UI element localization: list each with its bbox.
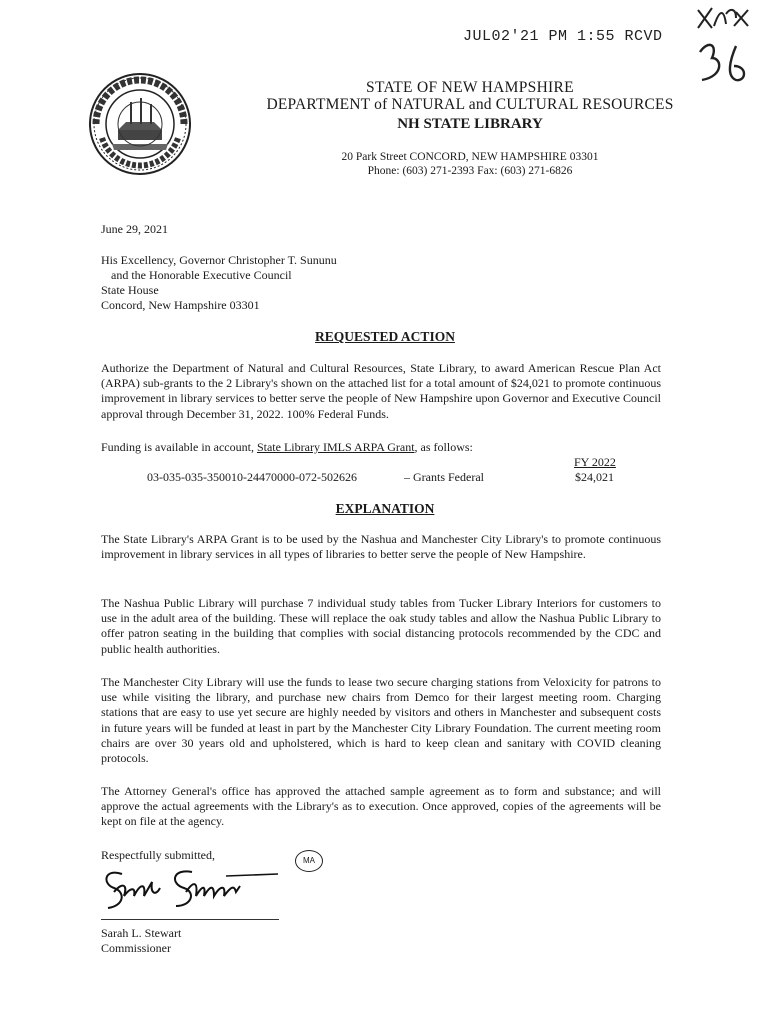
explanation-paragraph-1: The State Library's ARPA Grant is to be used by the Nashua and Manchester City Library's to promote continuous improvement in library services in all types of libraries to better serve the people of New Hampshire. [101, 532, 661, 562]
explanation-paragraph-3: The Manchester City Library will use the funds to lease two secure charging stations from Veloxicity for patrons to use while visiting the library, and purchase new chairs from Demco for their largest meeting room. Charging stations that are easy to use yet secure are highly needed by visitors and others in Manchester and subsequent costs in future years will be funded at least in part by the Manchester City Library Foundation. The current meeting room chairs are over 30 years old and upholstered, which is hard to keep clean and sanitary with COVID cleaning protocols. [101, 675, 661, 766]
header-address: 20 Park Street CONCORD, NEW HAMPSHIRE 03301 [341, 151, 599, 163]
signer-name: Sarah L. Stewart [101, 926, 182, 940]
signature [100, 862, 280, 914]
funding-intro [101, 440, 473, 455]
funding-intro-prefix: Funding is available in account, [101, 440, 254, 454]
header-library: NH STATE LIBRARY [397, 116, 543, 132]
funding-account-name: State Library IMLS ARPA Grant [256, 440, 415, 454]
explanation-title: EXPLANATION [335, 501, 435, 516]
account-description: – Grants Federal [404, 470, 484, 484]
requested-action-title: REQUESTED ACTION [315, 329, 455, 344]
closing-text: Respectfully submitted, [101, 848, 215, 862]
recipient-line-3: State House [101, 283, 159, 297]
fiscal-year-label: FY 2022 [574, 455, 616, 469]
received-stamp: JUL02'21 PM 1:55 RCVD [463, 28, 663, 45]
explanation-paragraph-2: The Nashua Public Library will purchase 7 individual study tables from Tucker Library Interiors for customers to use in the adult area of the building. These will replace the oak study tables and allow the Nashua Public Library to offer patron seating in the building that complies with social distancing protocols recommended by the CDC and public health authorities. [101, 596, 661, 656]
signer-title: Commissioner [101, 941, 172, 955]
state-seal-logo [88, 72, 192, 176]
account-code: 03-035-035-350010-24470000-072-502626 [147, 470, 357, 484]
initials-stamp: MA [295, 850, 323, 872]
letter-date: June 29, 2021 [101, 222, 168, 236]
recipient-line-2: and the Honorable Executive Council [111, 268, 292, 282]
header-phone: Phone: (603) 271-2393 Fax: (603) 271-6826 [367, 165, 573, 177]
recipient-line-1: His Excellency, Governor Christopher T. Sununu [101, 253, 337, 267]
funding-intro-suffix: , as follows: [414, 440, 473, 454]
header-department: DEPARTMENT of NATURAL and CULTURAL RESOURCES [266, 96, 674, 113]
funding-amount: $24,021 [575, 470, 614, 484]
requested-action-body: Authorize the Department of Natural and Cultural Resources, State Library, to award American Rescue Plan Act (ARPA) sub-grants to the 2 Library's shown on the attached list for a total amount of $24,021 to promote continuous improvement in library services to better serve the people of New Hampshire upon Governor and Executive Council approval through December 31, 2022. 100% Federal Funds. [101, 361, 661, 421]
explanation-paragraph-4: The Attorney General's office has approved the attached sample agreement as to form and substance; and will approve the actual agreements with the Library's as to execution. Once approved, copies of the agreements will be kept on file at the agency. [101, 784, 661, 829]
handwritten-item-number [690, 0, 760, 90]
recipient-line-4: Concord, New Hampshire 03301 [101, 298, 260, 312]
header-state: STATE OF NEW HAMPSHIRE [366, 79, 574, 96]
signature-line [101, 919, 279, 920]
